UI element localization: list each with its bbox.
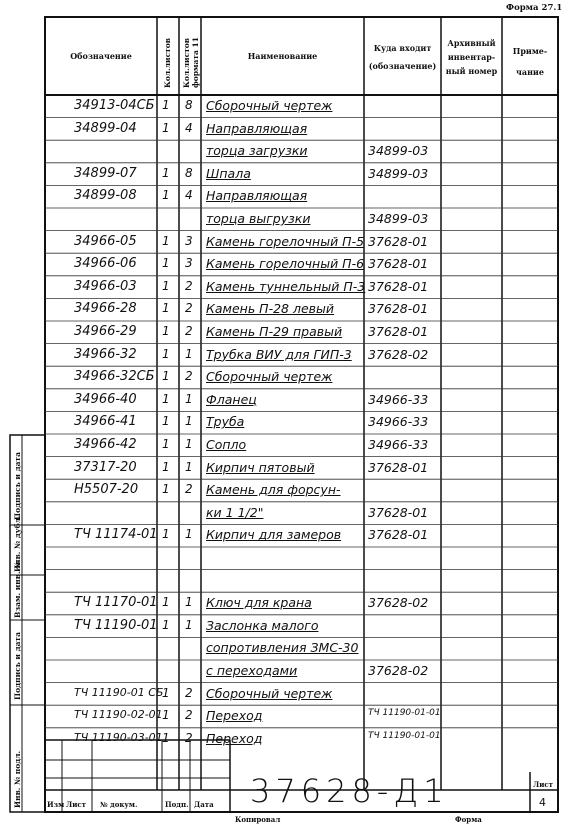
side-label-signature-date-1: Подпись и дата — [13, 452, 22, 520]
form-label-bottom: Форма — [455, 815, 482, 824]
row-sheet-count: 1 — [162, 730, 170, 745]
row-designation: 34966-06 — [74, 256, 137, 272]
row-name: Камень П-28 левый — [206, 301, 334, 317]
row-name: Шпала — [206, 165, 251, 181]
row-where-used: 34966-33 — [368, 391, 429, 407]
row-name: Заслонка малого — [206, 617, 319, 633]
stamp-label-signature: Подп. — [165, 800, 189, 809]
row-format-sheet-count: 4 — [185, 120, 193, 135]
table-row — [0, 482, 565, 505]
table-row — [0, 686, 565, 709]
header-qty-sheets-format-2: формата 11 — [191, 37, 200, 88]
row-designation: ТЧ 11174-01 — [74, 527, 158, 543]
row-sheet-count: 1 — [162, 617, 170, 632]
row-sheet-count: 1 — [162, 98, 170, 112]
table-row — [0, 460, 565, 483]
header-note-1: Приме- — [512, 46, 548, 56]
table-row — [0, 573, 565, 596]
row-format-sheet-count: 2 — [185, 324, 193, 338]
row-designation: 34913-04СБ — [74, 98, 155, 113]
row-where-used: 37628-02 — [368, 663, 429, 678]
side-label-dup-inv: Инв. № дубл. — [13, 515, 22, 572]
row-designation: ТЧ 11190-02-01 — [74, 708, 163, 722]
row-where-used: 37628-02 — [368, 595, 429, 611]
header-designation: Обозначение — [70, 51, 132, 61]
row-sheet-count: 1 — [162, 595, 170, 610]
table-row — [0, 301, 565, 324]
row-designation: 34966-32СБ — [74, 369, 155, 385]
row-name: Фланец — [206, 391, 257, 407]
row-name: ки 1 1/2" — [206, 504, 264, 520]
row-name: Сборочный чертеж — [206, 98, 333, 113]
row-designation: 34966-41 — [74, 414, 137, 430]
row-designation: Н5507-20 — [74, 482, 139, 498]
row-format-sheet-count: 1 — [185, 346, 193, 361]
row-name: Труба — [206, 414, 245, 430]
header-qty-sheets-format-1: Кол.листов — [182, 37, 191, 88]
row-where-used: 37628-01 — [368, 504, 429, 520]
row-designation: 34966-28 — [74, 301, 137, 317]
row-name: сопротивления ЗМС-30 — [206, 640, 359, 656]
row-sheet-count: 1 — [162, 346, 170, 361]
table-row — [0, 527, 565, 550]
document-number: 37628-Д1 — [250, 772, 449, 810]
row-where-used: 34899-03 — [368, 165, 429, 181]
row-name: Трубка ВИУ для ГИП-3 — [206, 346, 352, 362]
row-format-sheet-count: 1 — [185, 617, 193, 632]
table-row — [0, 550, 565, 573]
row-where-used: 37628-01 — [368, 324, 429, 339]
stamp-label-change: Изм — [47, 800, 65, 809]
row-name: с переходами — [206, 663, 298, 678]
row-format-sheet-count: 2 — [185, 301, 193, 316]
row-where-used: 34966-33 — [368, 437, 429, 452]
form-label: Форма 27.1 — [506, 3, 563, 13]
row-where-used: 37628-02 — [368, 346, 429, 362]
table-row — [0, 437, 565, 460]
row-name: Направляющая — [206, 188, 308, 204]
row-designation: 34966-40 — [74, 391, 137, 407]
row-sheet-count: 1 — [162, 708, 170, 723]
row-format-sheet-count: 2 — [185, 278, 193, 293]
table-row — [0, 392, 565, 415]
stamp-label-doc-no: № докум. — [100, 800, 138, 809]
table-row — [0, 143, 565, 166]
row-designation: 37317-20 — [74, 459, 137, 475]
table-row — [0, 279, 565, 302]
row-where-used: 37628-01 — [368, 233, 429, 249]
header-name: Наименование — [247, 51, 318, 61]
row-name: Сопло — [206, 437, 247, 452]
table-row — [0, 640, 565, 663]
row-name: Камень горелочный П-6 — [206, 256, 365, 272]
row-sheet-count: 1 — [162, 369, 170, 384]
row-where-used: ТЧ 11190-01-01 — [368, 730, 441, 741]
row-format-sheet-count: 2 — [185, 685, 193, 700]
row-name: Переход — [206, 730, 263, 746]
table-row — [0, 188, 565, 211]
row-format-sheet-count: 3 — [185, 233, 193, 248]
header-where-used-2: (обозначение) — [368, 61, 437, 71]
table-row — [0, 731, 565, 754]
table-row — [0, 98, 565, 121]
table-row — [0, 211, 565, 234]
row-name: торца выгрузки — [206, 211, 311, 226]
row-designation: 34899-08 — [74, 188, 137, 204]
row-format-sheet-count: 1 — [185, 527, 193, 542]
header-archive-3: ный номер — [445, 66, 498, 76]
table-row — [0, 347, 565, 370]
row-where-used: 34899-03 — [368, 211, 429, 226]
table-row — [0, 369, 565, 392]
row-designation: ТЧ 11170-01 — [74, 595, 158, 611]
table-row — [0, 618, 565, 641]
row-name: Сборочный чертеж — [206, 685, 333, 701]
row-sheet-count: 1 — [162, 391, 170, 406]
row-sheet-count: 1 — [162, 256, 170, 271]
row-designation: 34966-03 — [74, 278, 137, 294]
row-designation: 34899-07 — [74, 165, 137, 181]
header-archive-1: Архивный — [447, 38, 496, 48]
row-where-used: 37628-01 — [368, 256, 429, 272]
table-row — [0, 414, 565, 437]
row-name: Направляющая — [206, 120, 308, 136]
table-row — [0, 324, 565, 347]
side-label-orig-inv: Инв. № подл. — [13, 750, 22, 808]
row-format-sheet-count: 4 — [185, 188, 193, 203]
row-format-sheet-count: 2 — [185, 708, 193, 723]
row-name: Ключ для крана — [206, 595, 312, 611]
row-sheet-count: 1 — [162, 301, 170, 316]
row-format-sheet-count: 2 — [185, 730, 193, 745]
row-name: торца загрузки — [206, 143, 308, 159]
row-format-sheet-count: 1 — [185, 595, 193, 610]
table-row — [0, 708, 565, 731]
row-where-used: 34899-03 — [368, 143, 429, 159]
row-sheet-count: 1 — [162, 278, 170, 293]
row-name: Сборочный чертеж — [206, 369, 333, 385]
row-sheet-count: 1 — [162, 482, 170, 497]
header-note-2: чание — [516, 67, 544, 77]
stamp-label-copied: Копировал — [235, 815, 281, 824]
table-row — [0, 166, 565, 189]
row-designation: 34966-29 — [74, 324, 137, 339]
row-name: Камень горелочный П-5 — [206, 233, 365, 249]
row-where-used: 34966-33 — [368, 414, 429, 430]
row-where-used: 37628-01 — [368, 301, 429, 317]
side-label-signature-date-2: Подпись и дата — [13, 632, 22, 700]
row-sheet-count: 1 — [162, 233, 170, 248]
row-format-sheet-count: 3 — [185, 256, 193, 271]
table-row — [0, 234, 565, 257]
row-format-sheet-count: 2 — [185, 369, 193, 384]
row-where-used: 37628-01 — [368, 278, 429, 294]
row-name: Переход — [206, 708, 263, 724]
row-name: Камень для форсун- — [206, 482, 341, 498]
table-row — [0, 256, 565, 279]
row-designation: 34966-32 — [74, 346, 137, 362]
row-where-used: 37628-01 — [368, 527, 429, 543]
row-designation: ТЧ 11190-03-01 — [74, 730, 163, 744]
row-where-used: 37628-01 — [368, 459, 429, 475]
row-designation: ТЧ 11190-01 СБ — [74, 685, 164, 699]
row-name: Кирпич для замеров — [206, 527, 342, 543]
row-sheet-count: 1 — [162, 414, 170, 429]
row-format-sheet-count: 2 — [185, 482, 193, 497]
row-sheet-count: 1 — [162, 120, 170, 135]
row-format-sheet-count: 1 — [185, 437, 193, 451]
row-designation: 34899-04 — [74, 120, 137, 136]
header-qty-sheets: Кол.листов — [163, 37, 172, 88]
table-row — [0, 595, 565, 618]
row-where-used: ТЧ 11190-01-01 — [368, 708, 441, 719]
row-designation: ТЧ 11190-01 — [74, 617, 158, 633]
row-format-sheet-count: 8 — [185, 165, 193, 180]
row-sheet-count: 1 — [162, 527, 170, 542]
row-designation: 34966-05 — [74, 233, 137, 249]
row-name: Камень туннельный П-3 — [206, 278, 366, 294]
row-sheet-count: 1 — [162, 165, 170, 180]
stamp-label-date: Дата — [194, 800, 214, 809]
row-format-sheet-count: 1 — [185, 391, 193, 406]
side-label-replace-inv: Взам. инв. № — [13, 560, 22, 618]
table-row — [0, 505, 565, 528]
row-designation: 34966-42 — [74, 437, 137, 452]
table-row — [0, 663, 565, 686]
row-format-sheet-count: 1 — [185, 414, 193, 429]
row-sheet-count: 1 — [162, 459, 170, 474]
header-archive-2: инвентар- — [447, 52, 496, 62]
row-sheet-count: 1 — [162, 437, 170, 451]
row-format-sheet-count: 1 — [185, 459, 193, 474]
stamp-label-sheet: Лист — [66, 800, 86, 809]
header-where-used-1: Куда входит — [373, 43, 432, 53]
row-sheet-count: 1 — [162, 324, 170, 338]
row-name: Камень П-29 правый — [206, 324, 343, 339]
table-row — [0, 121, 565, 144]
row-name: Кирпич пятовый — [206, 459, 315, 475]
sheet-number: 4 — [539, 796, 546, 809]
row-sheet-count: 1 — [162, 685, 170, 700]
row-sheet-count: 1 — [162, 188, 170, 203]
sheet-label: Лист — [533, 780, 553, 789]
row-format-sheet-count: 8 — [185, 98, 193, 112]
